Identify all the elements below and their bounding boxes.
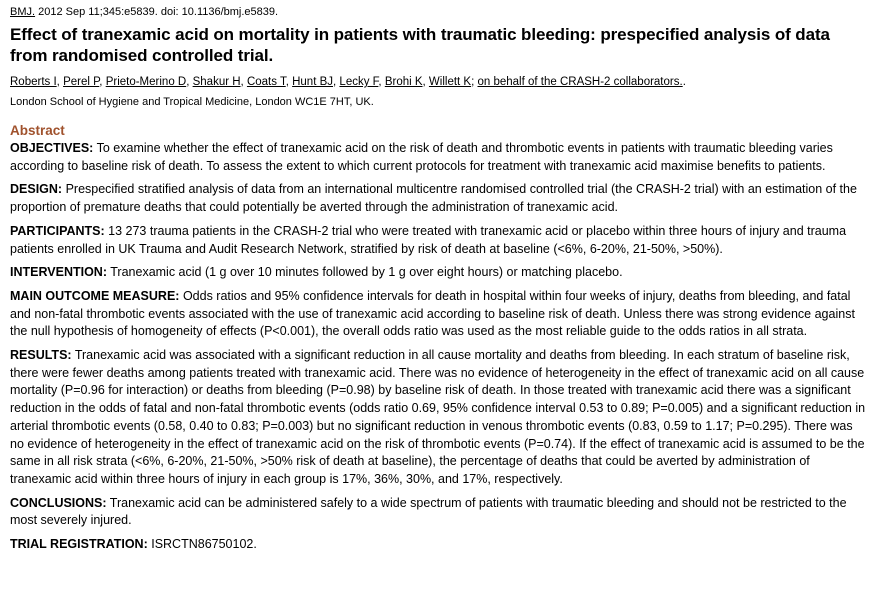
citation-details: 2012 Sep 11;345:e5839. doi: 10.1136/bmj.e5839. bbox=[35, 6, 279, 18]
section-label: RESULTS: bbox=[10, 348, 72, 363]
abstract-heading: Abstract bbox=[10, 123, 65, 138]
affiliation: London School of Hygiene and Tropical Medicine, London WC1E 7HT, UK. bbox=[10, 96, 374, 108]
section-label: DESIGN: bbox=[10, 182, 63, 197]
section-text: To examine whether the effect of tranexamic acid on the risk of death and thrombotic events in patients with traumatic bleeding varies according to baseline risk of death. To assess the extent to which current protocols for treatment with tranexamic acid maximise benefits to patients. bbox=[10, 141, 833, 173]
author-link[interactable]: Hunt BJ bbox=[292, 76, 334, 88]
author-link[interactable]: Brohi K bbox=[384, 76, 423, 88]
section-text: Tranexamic acid (1 g over 10 minutes followed by 1 g over eight hours) or matching placebo. bbox=[110, 265, 623, 280]
abstract-trial-registration bbox=[10, 536, 867, 554]
section-text: Odds ratios and 95% confidence intervals for death in hospital within four weeks of injury, deaths from bleeding, and fatal and non-fatal thrombotic events associated with the use of tranexamic acid according to baseline risk of death. Unless there was strong evidence against the null hypothesis of homogeneity of effects (P<0.001), the overall odds ratio was used as the most reliable guide to the odds ratios in all strata. bbox=[10, 288, 855, 339]
section-label: PARTICIPANTS: bbox=[10, 223, 105, 238]
abstract-objectives bbox=[10, 140, 867, 175]
section-text: Prespecified stratified analysis of data from an international multicentre randomised controlled trial (the CRASH-2 trial) with an estimation of the proportion of premature deaths that could potentially be averted through the administration of tranexamic acid. bbox=[10, 182, 857, 215]
section-label: CONCLUSIONS: bbox=[10, 495, 107, 510]
abstract-design bbox=[10, 181, 867, 216]
author-list: Roberts I, Perel P, Prieto-Merino D, Shakur H, Coats T, Hunt BJ, Lecky F, Brohi K, Willett K; on behalf of the CRASH-2 collaborators.. bbox=[10, 76, 686, 88]
abstract-intervention bbox=[10, 264, 867, 282]
section-label: OBJECTIVES: bbox=[10, 141, 94, 155]
author-link[interactable]: Perel P bbox=[63, 76, 100, 88]
section-label: TRIAL REGISTRATION: bbox=[10, 537, 148, 552]
abstract-results bbox=[10, 347, 867, 489]
section-text: ISRCTN86750102. bbox=[151, 537, 257, 552]
citation-line bbox=[10, 4, 867, 20]
collaborators-link[interactable]: on behalf of the CRASH-2 collaborators. bbox=[477, 76, 683, 88]
section-label: MAIN OUTCOME MEASURE: bbox=[10, 288, 180, 303]
author-link[interactable]: Coats T bbox=[246, 76, 286, 88]
section-text: Tranexamic acid was associated with a significant reduction in all cause mortality and deaths from bleeding. In each stratum of baseline risk, there were fewer deaths among patients treated with tranexamic acid. There was no evidence of heterogeneity in the effect of tranexamic acid on all cause mortality (P=0.96 for interaction) or deaths from bleeding (P=0.98) by baseline risk of death. In those treated with tranexamic acid there was a significant reduction in the odds of fatal and non-fatal thrombotic events (odds ratio 0.69, 95% confidence interval 0.53 to 0.89; P=0.005) and a significant reduction in arterial thrombotic events (0.58, 0.40 to 0.83; P=0.003) but no significant reduction in venous thrombotic events (0.83, 0.59 to 1.17; P=0.295). There was no evidence of heterogeneity in the effect of tranexamic acid on the risk of thrombotic events (P=0.74). If the effect of tranexamic acid is assumed to be the same in all risk strata (<6%, 6-20%, 21-50%, >50% risk of death at baseline), the percentage of deaths that could be averted by administration of tranexamic acid within three hours of injury in each group is 17%, 36%, 30%, and 17%, respectively. bbox=[10, 348, 866, 486]
abstract-participants bbox=[10, 223, 867, 258]
journal-link[interactable]: BMJ. bbox=[10, 6, 36, 18]
section-label: INTERVENTION: bbox=[10, 265, 107, 280]
section-text: Tranexamic acid can be administered safely to a wide spectrum of patients with traumatic bleeding and should not be restricted to the most severely injured. bbox=[10, 495, 847, 528]
abstract-conclusions bbox=[10, 495, 867, 530]
author-link[interactable]: Shakur H bbox=[192, 76, 241, 88]
section-text: 13 273 trauma patients in the CRASH-2 trial who were treated with tranexamic acid or placebo within three hours of injury and trauma patients enrolled in UK Trauma and Audit Research Network, stratified by risk of death at baseline (<6%, 6-20%, 21-50%, >50%). bbox=[10, 223, 847, 256]
author-link[interactable]: Willett K bbox=[428, 76, 472, 88]
author-link[interactable]: Roberts I bbox=[10, 76, 57, 88]
author-link[interactable]: Lecky F bbox=[339, 76, 379, 88]
abstract-main-outcome bbox=[10, 288, 867, 341]
author-link[interactable]: Prieto-Merino D bbox=[105, 76, 187, 88]
article-title: Effect of tranexamic acid on mortality in patients with traumatic bleeding: prespecified analysis of data from randomised controlled trial. bbox=[10, 25, 830, 65]
